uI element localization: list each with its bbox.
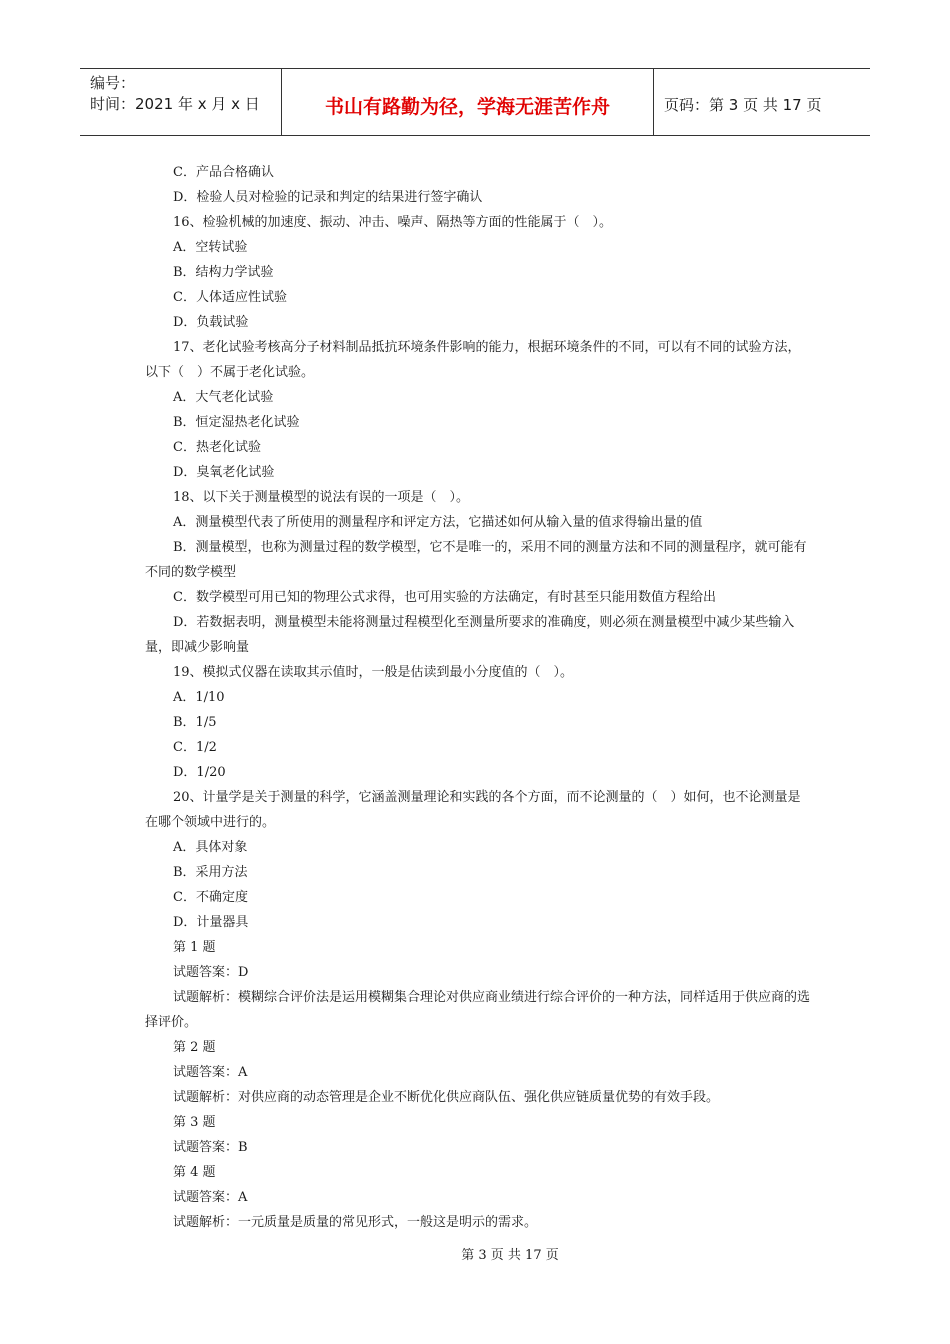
option-line: B．恒定湿热老化试验 [173, 415, 300, 430]
explanation-line: 试题解析：模糊综合评价法是运用模糊集合理论对供应商业绩进行综合评价的一种方法，同样适用于供应商的选择评价。 [145, 990, 811, 1030]
question-line: 20、计量学是关于测量的科学，它涵盖测量理论和实践的各个方面，而不论测量的（ ）如何，也不论测量是在哪个领域中进行的。 [145, 790, 801, 830]
header-page-number: 页码：第 3 页 共 17 页 [664, 95, 822, 114]
question-line: 17、老化试验考核高分子材料制品抵抗环境条件影响的能力，根据环境条件的不同，可以有不同的试验方法，以下（ ）不属于老化试验。 [145, 340, 801, 380]
option-line: D．1/20 [173, 765, 226, 780]
answer-line: 试题答案：B [173, 1140, 248, 1155]
option-line: D．检验人员对检验的记录和判定的结果进行签字确认 [173, 190, 483, 205]
option-line: D．若数据表明，测量模型未能将测量过程模型化至测量所要求的准确度，则必须在测量模型中减少某些输入量，即减少影响量 [145, 615, 795, 655]
option-line: D．臭氧老化试验 [173, 465, 275, 480]
page-header [80, 68, 870, 136]
option-line: C．1/2 [173, 740, 217, 755]
option-line: C．数学模型可用已知的物理公式求得，也可用实验的方法确定，有时甚至只能用数值方程给出 [173, 590, 716, 605]
option-line: B．采用方法 [173, 865, 248, 880]
option-line: B．测量模型，也称为测量过程的数学模型，它不是唯一的，采用不同的测量方法和不同的测量程序，就可能有不同的数学模型 [145, 540, 807, 580]
page-footer: 第 3 页 共 17 页 [461, 1248, 559, 1263]
explanation-line: 试题解析：对供应商的动态管理是企业不断优化供应商队伍、强化供应链质量优势的有效手段。 [173, 1090, 720, 1105]
option-line: A．大气老化试验 [173, 390, 274, 405]
option-line: B．结构力学试验 [173, 265, 274, 280]
question-line: 18、以下关于测量模型的说法有误的一项是（ ）。 [173, 490, 470, 505]
answer-heading: 第 3 题 [173, 1115, 216, 1130]
answer-line: 试题答案：D [173, 965, 249, 980]
question-line: 16、检验机械的加速度、振动、冲击、噪声、隔热等方面的性能属于（ ）。 [173, 215, 613, 230]
option-line: B．1/5 [173, 715, 217, 730]
document-time-label: 时间：2021 年 x 月 x 日 [90, 95, 260, 113]
answer-heading: 第 2 题 [173, 1040, 216, 1055]
option-line: A．空转试验 [173, 240, 248, 255]
option-line: D．负载试验 [173, 315, 249, 330]
option-line: C．热老化试验 [173, 440, 261, 455]
question-line: 19、模拟式仪器在读取其示值时，一般是估读到最小分度值的（ ）。 [173, 665, 574, 680]
answer-line: 试题答案：A [173, 1065, 248, 1080]
answer-heading: 第 4 题 [173, 1165, 216, 1180]
explanation-line: 试题解析：一元质量是质量的常见形式，一般这是明示的需求。 [173, 1215, 538, 1230]
document-body [145, 160, 810, 1235]
option-line: A．测量模型代表了所使用的测量程序和评定方法，它描述如何从输入量的值求得输出量的值 [173, 515, 703, 530]
document-number-label: 编号： [90, 74, 136, 92]
answer-heading: 第 1 题 [173, 940, 216, 955]
answer-line: 试题答案：A [173, 1190, 248, 1205]
option-line: C．人体适应性试验 [173, 290, 287, 305]
option-line: C．产品合格确认 [173, 165, 274, 180]
header-motto: 书山有路勤为径，学海无涯苦作舟 [282, 69, 654, 135]
header-meta [80, 69, 282, 135]
option-line: A．具体对象 [173, 840, 248, 855]
option-line: C．不确定度 [173, 890, 248, 905]
option-line: A．1/10 [173, 690, 225, 705]
option-line: D．计量器具 [173, 915, 249, 930]
